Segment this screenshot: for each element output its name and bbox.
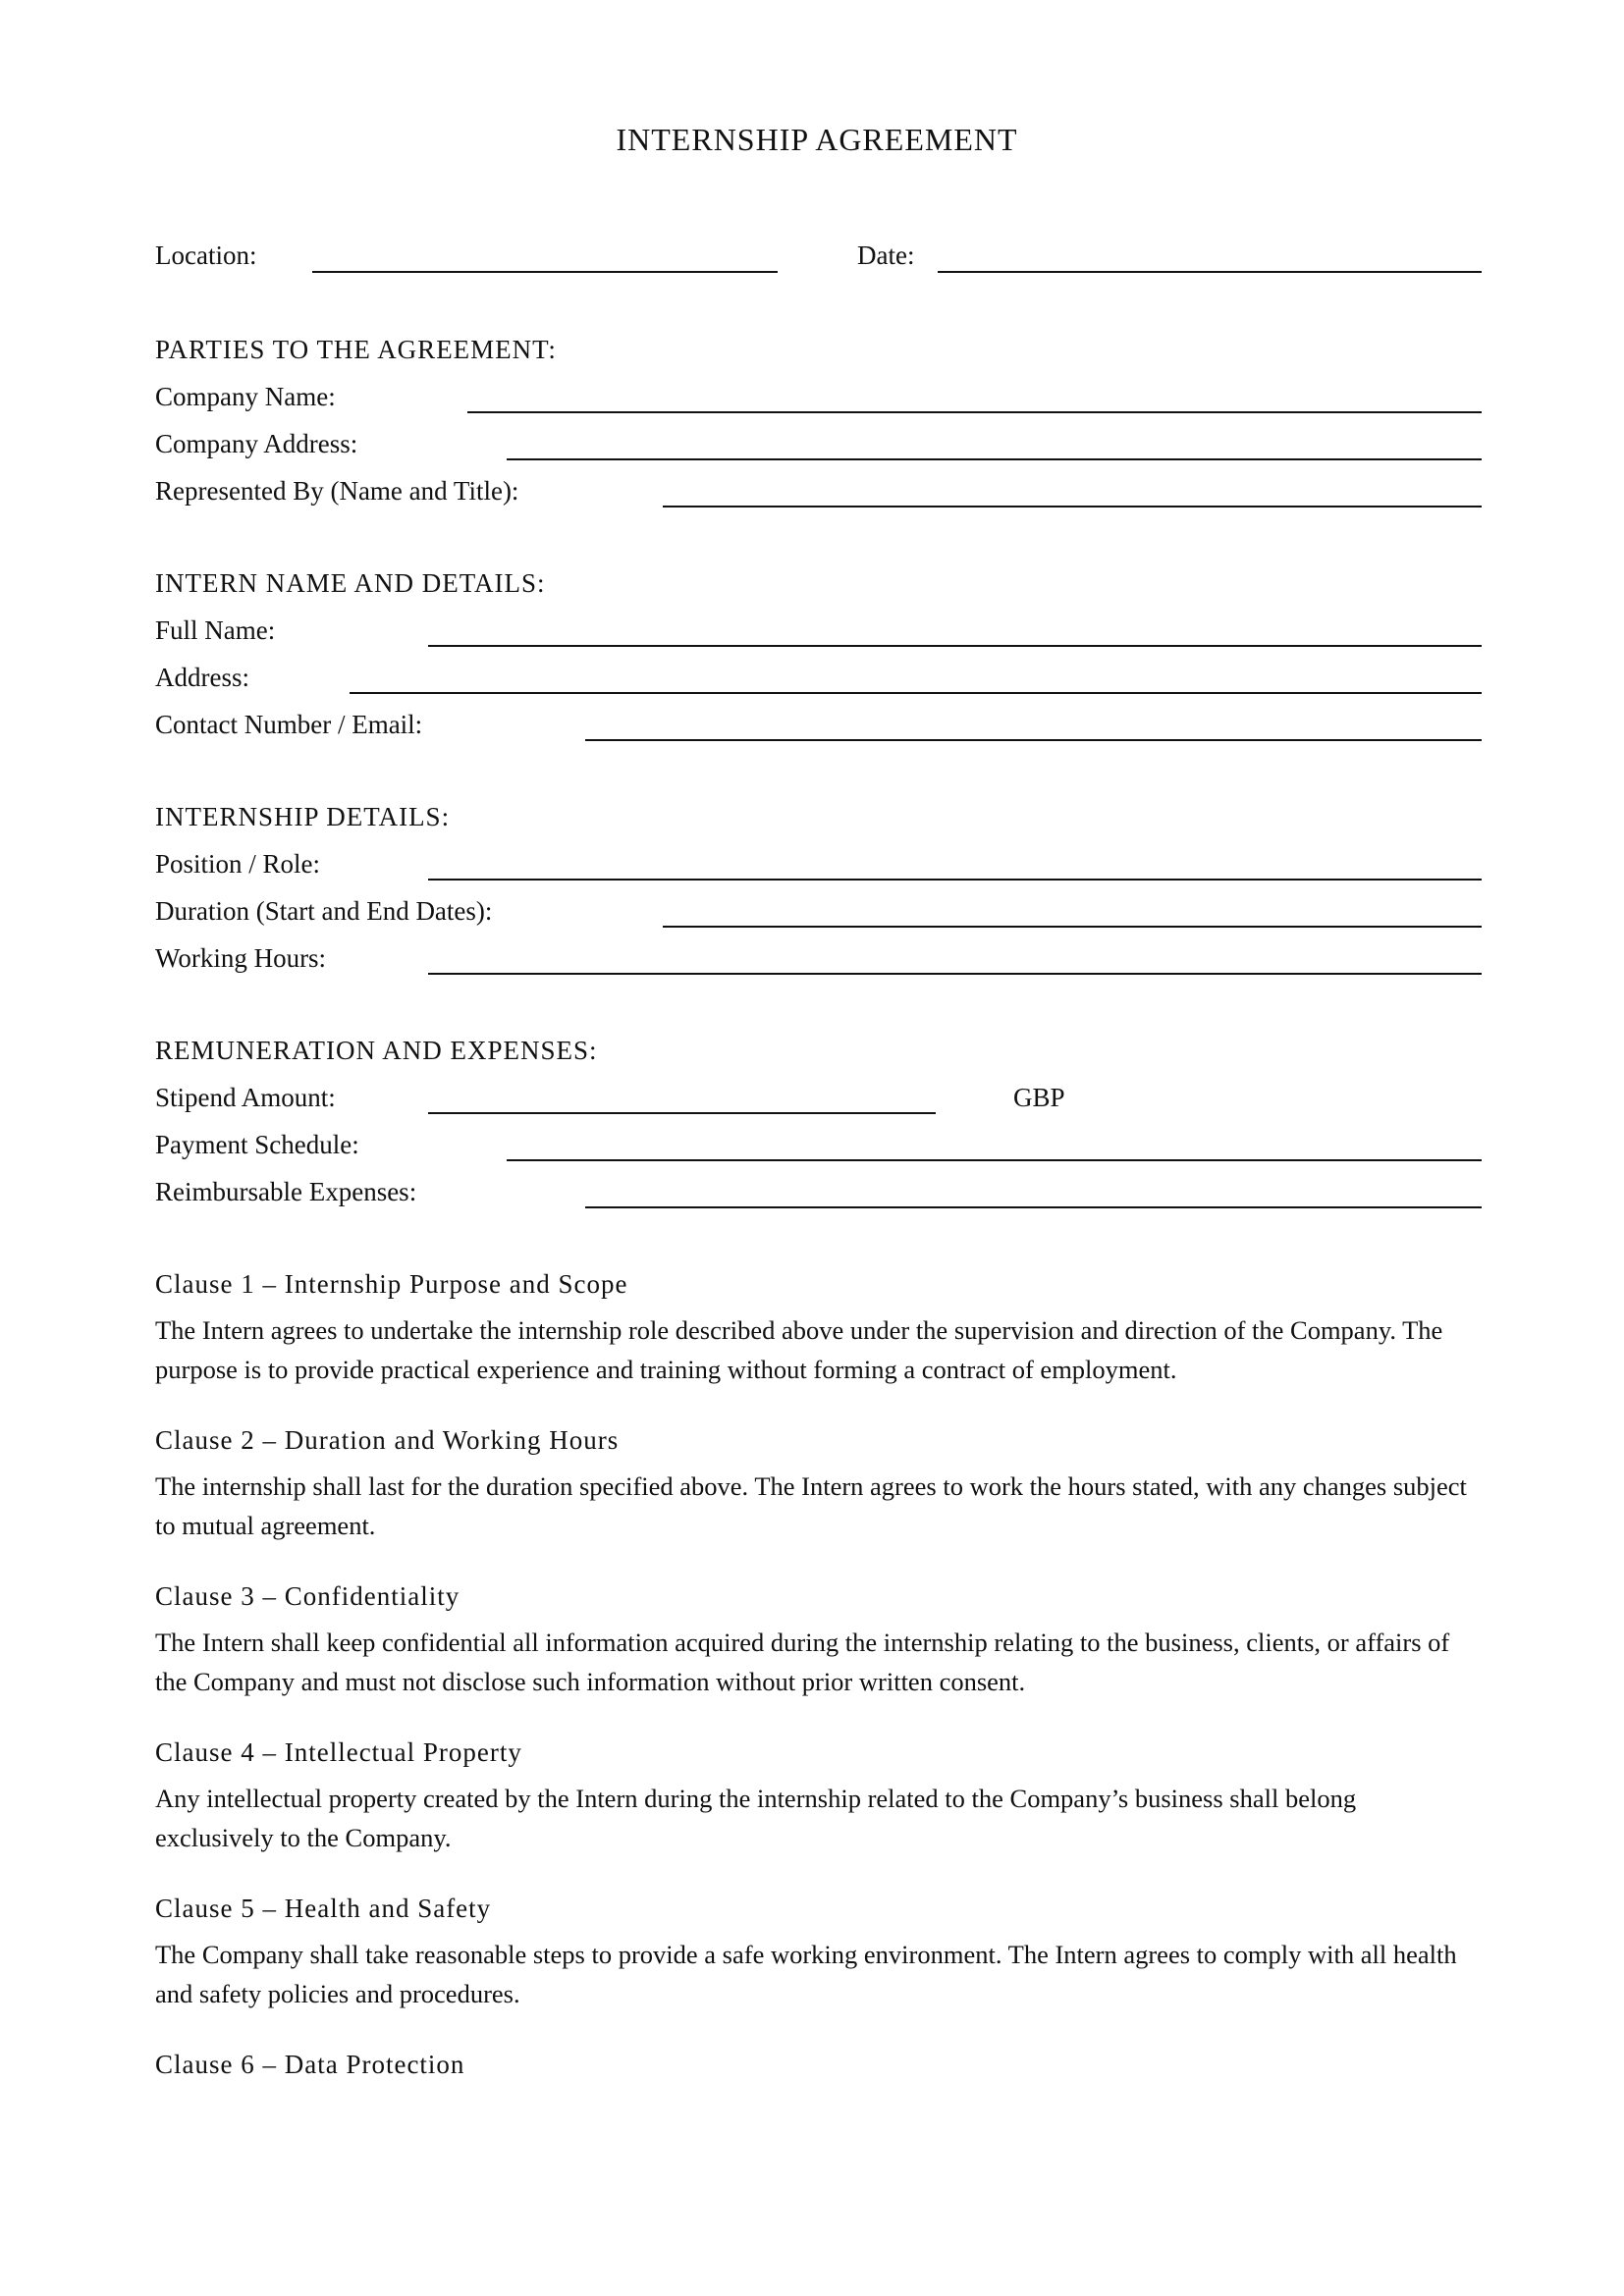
remuneration-heading: REMUNERATION AND EXPENSES:	[155, 1036, 598, 1065]
position-field-line[interactable]	[428, 879, 1482, 881]
location-field-line[interactable]	[312, 271, 778, 273]
company-name-label: Company Name:	[155, 382, 336, 411]
represented-by-field-line[interactable]	[663, 506, 1482, 507]
represented-by-label: Represented By (Name and Title):	[155, 476, 519, 506]
duration-field-line[interactable]	[663, 926, 1482, 928]
location-label: Location:	[155, 240, 257, 270]
clause-2-text: The internship shall last for the duration specified above. The Intern agrees to work the hours stated, with any changes subject to mutual agreement.	[155, 1471, 1467, 1540]
intern-heading: INTERN NAME AND DETAILS:	[155, 568, 546, 598]
date-label: Date:	[857, 240, 915, 270]
clause-4-text: Any intellectual property created by the Intern during the internship related to the Company’s business shall belong exclusively to the Company.	[155, 1784, 1357, 1852]
intern-address-field-line[interactable]	[350, 692, 1482, 694]
position-label: Position / Role:	[155, 849, 321, 879]
company-address-label: Company Address:	[155, 429, 358, 458]
currency-label: GBP	[1013, 1083, 1065, 1112]
clause-1-text: The Intern agrees to undertake the internship role described above under the supervision and direction of the Company. The purpose is to provide practical experience and training without forming a contract of employment.	[155, 1315, 1443, 1384]
duration-label: Duration (Start and End Dates):	[155, 896, 493, 926]
payment-schedule-field-line[interactable]	[507, 1159, 1482, 1161]
working-hours-field-line[interactable]	[428, 973, 1482, 975]
contact-field-line[interactable]	[585, 739, 1482, 741]
clause-5-title: Clause 5 – Health and Safety	[155, 1894, 492, 1923]
contact-label: Contact Number / Email:	[155, 710, 423, 739]
stipend-label: Stipend Amount:	[155, 1083, 336, 1112]
intern-address-label: Address:	[155, 663, 249, 692]
clause-5-text: The Company shall take reasonable steps to provide a safe working environment. The Intern agrees to comply with all health and safety policies and procedures.	[155, 1940, 1457, 2008]
working-hours-label: Working Hours:	[155, 943, 327, 973]
company-address-field-line[interactable]	[507, 458, 1482, 460]
expenses-label: Reimbursable Expenses:	[155, 1177, 417, 1206]
clause-6-title: Clause 6 – Data Protection	[155, 2050, 465, 2079]
clause-3-title: Clause 3 – Confidentiality	[155, 1581, 460, 1611]
date-field-line[interactable]	[938, 271, 1482, 273]
internship-heading: INTERNSHIP DETAILS:	[155, 802, 451, 831]
clause-3-text: The Intern shall keep confidential all information acquired during the internship relating to the business, clients, or affairs of the Company and must not disclose such information without prior written consent.	[155, 1628, 1450, 1696]
parties-heading: PARTIES TO THE AGREEMENT:	[155, 335, 557, 364]
payment-schedule-label: Payment Schedule:	[155, 1130, 359, 1159]
document-title: INTERNSHIP AGREEMENT	[616, 122, 1018, 157]
clause-4-title: Clause 4 – Intellectual Property	[155, 1737, 522, 1767]
stipend-field-line[interactable]	[428, 1112, 936, 1114]
full-name-label: Full Name:	[155, 615, 276, 645]
expenses-field-line[interactable]	[585, 1206, 1482, 1208]
clause-1-title: Clause 1 – Internship Purpose and Scope	[155, 1269, 628, 1299]
clause-2-title: Clause 2 – Duration and Working Hours	[155, 1425, 620, 1455]
full-name-field-line[interactable]	[428, 645, 1482, 647]
company-name-field-line[interactable]	[467, 411, 1482, 413]
